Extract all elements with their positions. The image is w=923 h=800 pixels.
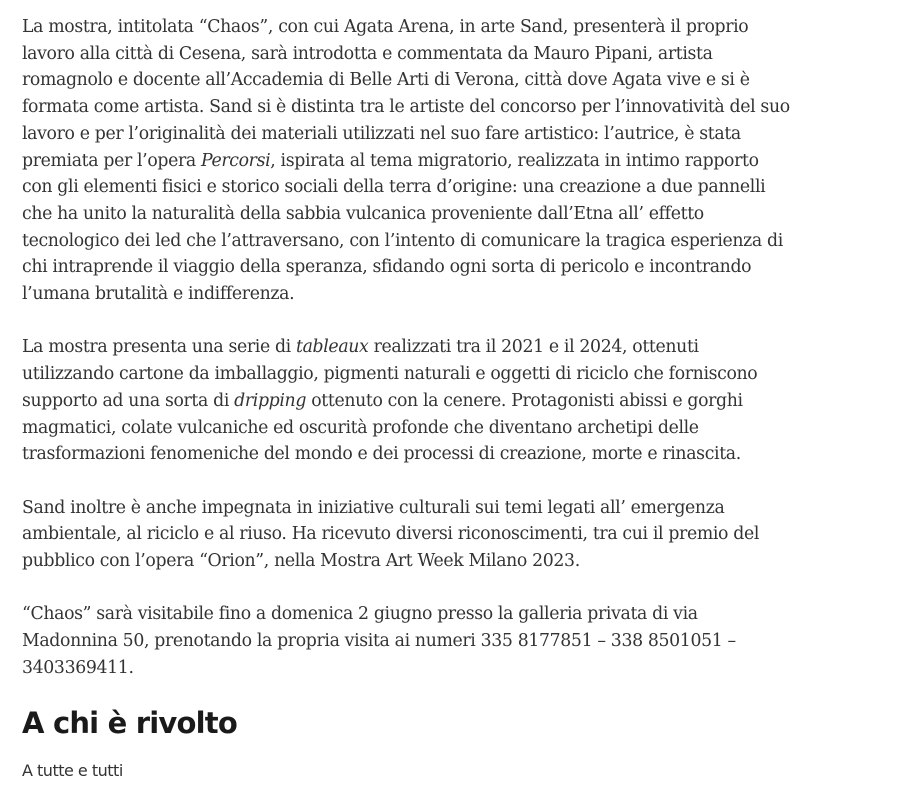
section-text: A tutte e tutti xyxy=(22,761,123,780)
italic-term-tableaux: tableaux xyxy=(296,337,369,358)
paragraph-text: La mostra presenta una serie di xyxy=(22,337,296,358)
article-paragraph-intro xyxy=(22,14,792,308)
paragraph-text: realizzati tra il 2021 e il 2024, ottenuti utilizzando cartone da imballaggio, pigmenti naturali e oggetti di riciclo che forniscono supporto ad una sorta di xyxy=(22,337,758,411)
italic-term-dripping: dripping xyxy=(234,390,307,411)
paragraph-text: ottenuto con la cenere. Protagonisti abissi e gorghi magmatici, colate vulcaniche ed oscurità profonde che diventano archetipi delle trasformazioni fenomeniche del mondo e dei processi di creazione, morte e rinascita. xyxy=(22,390,743,465)
artwork-title: Percorsi xyxy=(200,150,271,171)
section-heading: A chi è rivolto xyxy=(22,706,237,740)
paragraph-text: , ispirata al tema migratorio, realizzata in intimo rapporto con gli elementi fisici e storico sociali della terra d’origine: una creazione a due pannelli che ha unito la naturalità della sabbia vulcanica proveniente dall’Etna all’ effetto tecnologico dei led che l’attraversano, con l’intento di comunicare la tragica esperienza di chi intraprende il viaggio della speranza, sfidando ogni sorta di pericolo e incontrando l’umana brutalità e indifferenza. xyxy=(22,150,783,305)
article-paragraph-awards: Sand inoltre è anche impegnata in iniziative culturali sui temi legati all’ emergenza ambientale, al riciclo e al riuso. Ha ricevuto diversi riconoscimenti, tra cui il premio del pubblico con l’opera “Orion”, nella Mostra Art Week Milano 2023. xyxy=(22,497,760,572)
paragraph-text: La mostra, intitolata “Chaos”, con cui Agata Arena, in arte Sand, presenterà il proprio lavoro alla città di Cesena, sarà introdotta e commentata da Mauro Pipani, artista romagnolo e docente all’Accademia di Belle Arti di Verona, città dove Agata vive e si è formata come artista. Sand si è distinta tra le artiste del concorso per l’innovatività del suo lavoro e per l’originalità dei materiali utilizzati nel suo fare artistico: l’autrice, è stata premiata per l’opera xyxy=(22,17,790,171)
article-body xyxy=(22,14,792,708)
article-paragraph-visiting-info: “Chaos” sarà visitabile fino a domenica 2 giugno presso la galleria privata di via Madonnina 50, prenotando la propria visita ai numeri 335 8177851 – 338 8501051 – 3403369411. xyxy=(22,604,736,678)
article-paragraph-exhibition xyxy=(22,334,792,468)
